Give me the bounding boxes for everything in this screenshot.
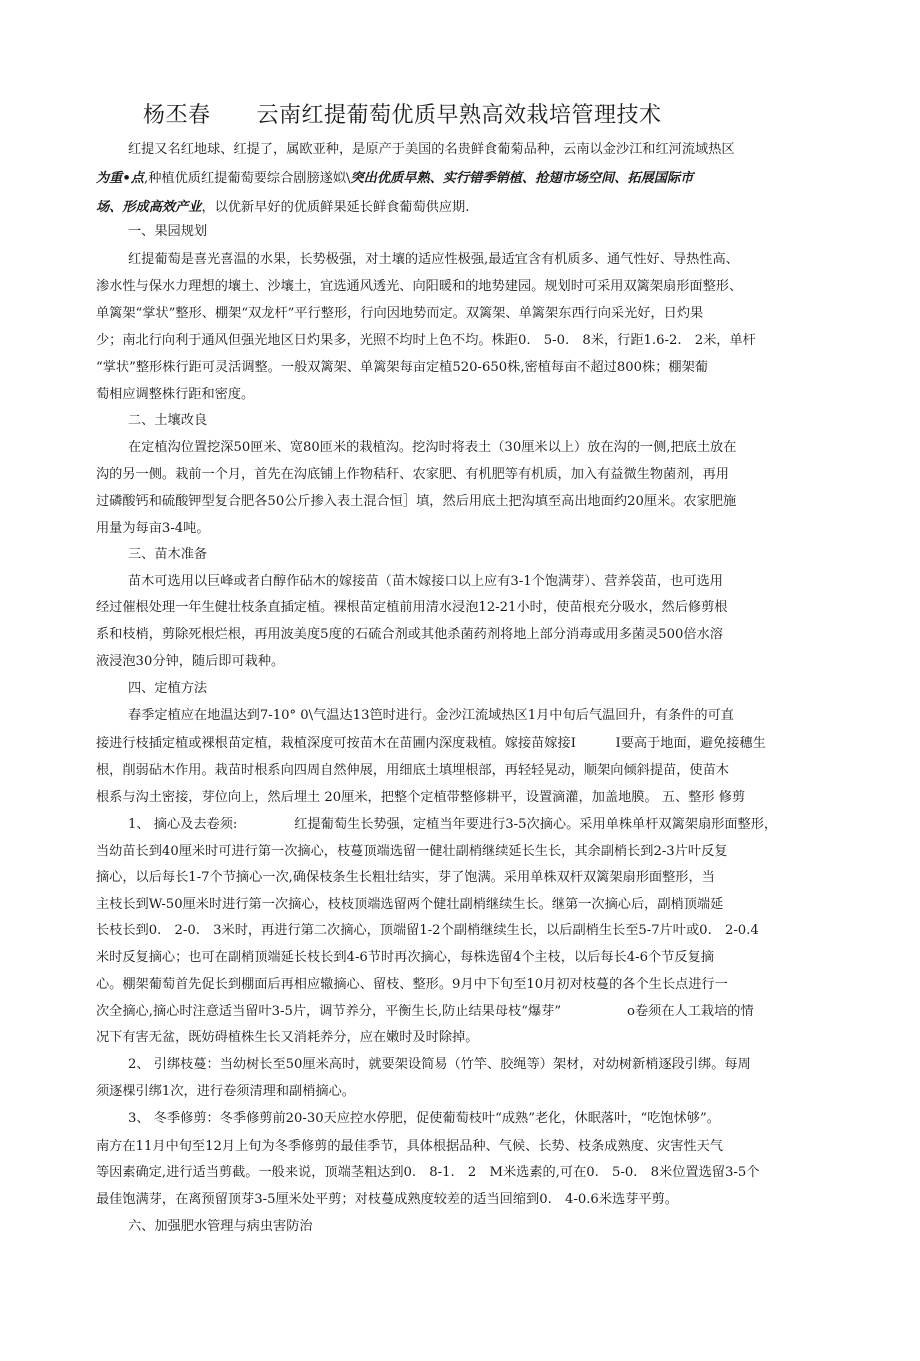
intro-line-2 xyxy=(96,170,693,188)
section-1-line-1: 红提葡萄是喜光喜温的水果，长势极强，对土壤的适应性极强,最适宜含有机质多、通气性好、导热性高、 xyxy=(128,252,739,267)
section-4-line-3: 根，削弱砧木作用。栽苗时根系向四周自然伸展，用细底土填埋根部，再轻轻晃动，顺架向倾斜提苗，使苗木 xyxy=(96,763,729,778)
section-5-p1-line-5: 长枝长到0. 2-0. 3米时，再进行第二次摘心，顶端留1-2个副梢继续生长，以后副梢生长至5-7片叶或0. 2-0.4 xyxy=(96,923,759,938)
section-5-p1-line-1: 1、 摘心及去卷须: 红提葡萄生长势强，定植当年要进行3-5次摘心。采用单株单杆双篱架扇形面整形， xyxy=(128,817,778,832)
section-5-p1-line-9: 况下有害无盆，既妨碍植株生长又消耗养分，应在嫩时及时除掉。 xyxy=(96,1030,479,1045)
document-title xyxy=(143,98,662,129)
section-5-p2-line-2: 须逐棵引绑1次，进行卷须清理和副梢摘心。 xyxy=(96,1084,355,1099)
section-5-p1-line-2: 当幼苗长到40厘米时可进行第一次摘心，枝蔓顶端选留一健壮副梢继续延长生长，其余副梢长到2-3片叶反复 xyxy=(96,844,728,859)
section-5-p1-line-4: 主枝长到W-50厘米时进行第一次摘心，枝枝顶端选留两个健壮副梢继续生长。继第一次摘心后，副梢顶端延 xyxy=(96,897,724,912)
section-1-line-6: 萄相应调整株行距和密度。 xyxy=(96,387,255,402)
section-2-line-4: 用量为每亩3-4吨。 xyxy=(96,521,210,536)
intro-emphasis-2: 突出优质早熟、实行错季销植、抢翅市场空间、拓展国际市 xyxy=(350,171,694,186)
section-5-p3-line-1: 3、 冬季修剪：冬季修剪前20-30天应控水停肥，促使葡萄枝叶“成熟”老化，休眠落叶，“吃饱怵够”。 xyxy=(128,1111,720,1126)
section-1-line-4: 少；南北行向利于通风但强光地区日灼果多，光照不均时上色不均。株距0. 5-0. 8米，行距1.6-2. 2米，单杆 xyxy=(96,333,756,348)
section-1-line-5: “掌状”整形株行距可灵活调整。一般双篱架、单篱架每亩定植520-650株,密植每亩不超过800株；棚架葡 xyxy=(96,360,708,375)
section-2-line-1: 在定植沟位置挖深50匣米、宽80匝米的栽植沟。挖沟时将表土（30厘米以上）放在沟的一侧,把底土放在 xyxy=(128,440,737,455)
section-2-line-2: 沟的另一侧。栽前一个月，首先在沟底铺上作物秸秆、农家肥、有机肥等有机质，加入有益微生物菌剂，再用 xyxy=(96,467,729,482)
section-3-line-2: 经过催根处理一年生健壮枝条直插定植。裸根苗定植前用清水浸泡12-21小时，使苗根充分吸水，然后修剪根 xyxy=(96,600,728,615)
section-5-p3-line-3: 等因素确定,进行适当剪截。一般来说，顶端茎粗达到0. 8-1. 2 M米选素的,可在0. 5-0. 8米位置选留3-5个 xyxy=(96,1165,760,1180)
title-text: 云南红提葡萄优质早熟高效栽培管理技术 xyxy=(256,103,662,128)
intro-text-2: ,种植优质红提葡萄要综合剧膀遂姒\ xyxy=(144,171,351,186)
section-5-p3-line-4: 最佳饱满芽，在离预留顶芽3-5厘米处平剪；对枝蔓成熟度较差的适当回缩到0. 4-0.6米选芽平剪。 xyxy=(96,1192,678,1207)
section-5-p1-line-7: 心。棚架葡萄首先促长到棚面后再相应辙摘心、留枝、整形。9月中下旬至10月初对枝蔓的各个生长点进行一 xyxy=(96,977,728,992)
intro-line-3 xyxy=(96,199,469,217)
section-1-line-2: 渗水性与保水力理想的壤土、沙壤土，宜选通风透光、向阳暖和的地势建园。规划时可采用双篱架扇形面整形、 xyxy=(96,279,743,294)
section-5-p2-line-1: 2、 引绑枝蔓：当幼树长至50厘米高时，就要架设简易（竹竿、胶绳等）架材，对幼树新梢逐段引绑。每周 xyxy=(128,1057,751,1072)
section-3-heading: 三、苗木准备 xyxy=(128,547,208,562)
section-3-line-4: 液浸泡30分钟，随后即可栽种。 xyxy=(96,654,285,669)
intro-emphasis-1: 为重•点 xyxy=(96,171,144,186)
author-name: 杨丕春 xyxy=(143,103,211,128)
section-1-heading: 一、果园规划 xyxy=(128,224,208,239)
section-4-line-4: 根系与沟土密接，芽位向上，然后埋土 20厘米，把整个定植带整修耕平，设置滴灌，加盖地膜。 五、整形 修剪 xyxy=(96,790,746,805)
section-1-line-3: 单篱架“掌状”整形、棚架“双龙杆”平行整形，行向因地势而定。双篱架、单篱架东西行向采光好，日灼果 xyxy=(96,306,704,321)
section-5-p1-line-3: 摘心，以后每长1-7个节摘心一次,确保枝条生长粗壮结实，芽了饱满。采用单株双杆双篱架扇形面整形，当 xyxy=(96,870,715,885)
section-5-p1-line-6: 米时反复摘心；也可在副梢顶端延长枝长到4-6节时再次摘心，每株选留4个主枝，以后每长4-6个节反复摘 xyxy=(96,950,714,965)
section-5-p3-line-2: 南方在11月中旬至12月上旬为冬季修剪的最佳季节，具体根据品种、气候、长势、枝条成熟度、灾害性天气 xyxy=(96,1139,723,1154)
section-4-line-1: 春季定植应在地温达到7-10° 0\气温达13笆时进行。金沙江流域热区1月中旬后气温回升，有条件的可直 xyxy=(128,708,734,723)
section-5-p1-line-8: 次全摘心,摘心时注意适当留叶3-5片，调节养分，平衡生长,防止结果母枝“爆芽” o卷须在人工栽培的情 xyxy=(96,1004,754,1019)
intro-line-1: 红提又名红地球、红提了，属欧亚种，是原产于美国的名贵鲜食葡菊品种，云南以金沙江和红河流域热区 xyxy=(128,142,735,157)
intro-text-3: ，以优新早好的优质鲜果延长鲜食葡萄供应期. xyxy=(201,200,470,215)
section-3-line-1: 苗木可选用以巨峰或者白醇作砧木的嫁接苗（苗木嫁接口以上应有3-1个饱满芽）、营养袋苗，也可选用 xyxy=(128,574,723,589)
section-4-line-2: 接进行枝插定植或裸根苗定植，栽植深度可按苗木在苗圃内深度栽植。嫁接苗嫁接I I要高于地面，避免接穗生 xyxy=(96,736,766,751)
section-3-line-3: 系和枝梢，剪除死根烂根，再用波美度5度的石硫合剂或其他杀菌药剂将地上部分消毒或用多菌灵500倍水溶 xyxy=(96,627,723,642)
section-6-heading: 六、加强肥水管理与病虫害防治 xyxy=(128,1219,313,1234)
section-4-heading: 四、定植方法 xyxy=(128,681,208,696)
section-2-heading: 二、土壤改良 xyxy=(128,413,208,428)
intro-emphasis-3: 场、形成高效产业 xyxy=(96,200,202,215)
section-2-line-3: 过磷酸钙和硫酸钾型复合肥各50公斤掺入表土混合恒］填，然后用底土把沟填至高出地面约20厘米。农家肥施 xyxy=(96,494,737,509)
